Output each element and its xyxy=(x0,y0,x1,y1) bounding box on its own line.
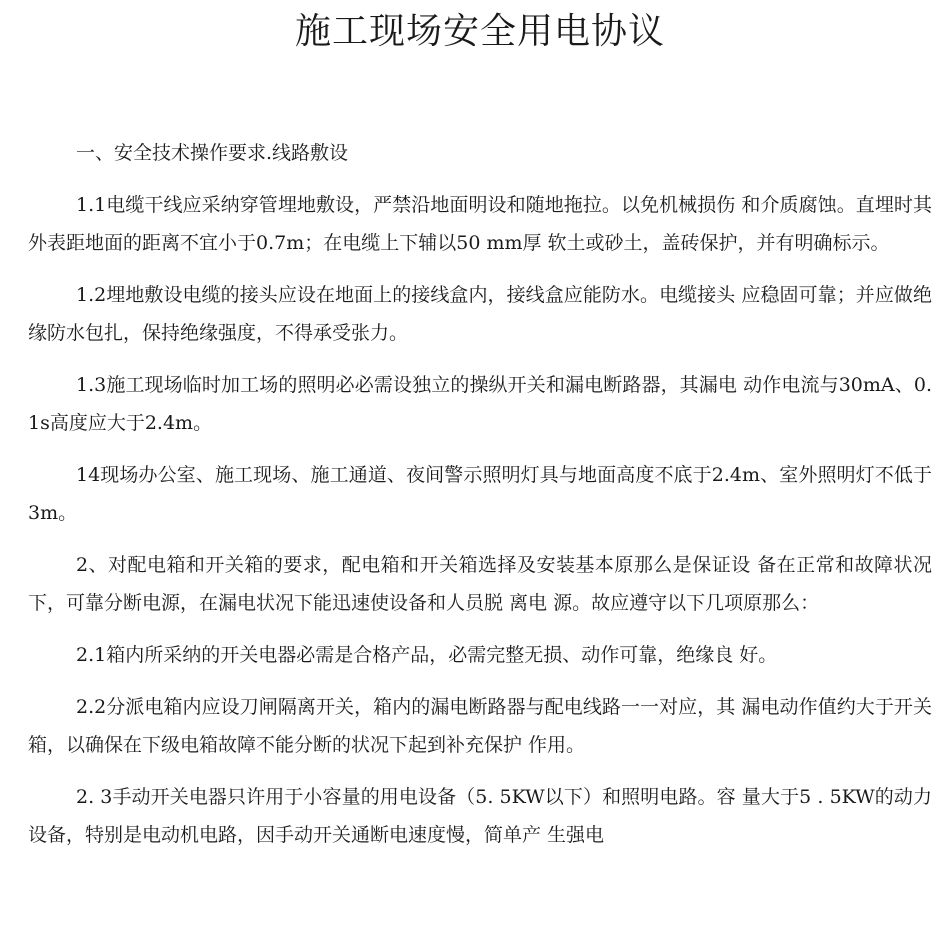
paragraph-1-2: 1.2埋地敷设电缆的接头应设在地面上的接线盒内，接线盒应能防水。电缆接头 应稳固可靠；并应做绝缘防水包扎，保持绝缘强度，不得承受张力。 xyxy=(28,284,932,344)
paragraph-1-1: 1.1电缆干线应采纳穿管埋地敷设，严禁沿地面明设和随地拖拉。以免机械损伤 和介质腐蚀。直埋时其外表距地面的距离不宜小于0.7m；在电缆上下辅以50 mm厚 软土或砂土，盖砖保护，并有明确标示。 xyxy=(28,194,932,254)
paragraph-2: 2、对配电箱和开关箱的要求，配电箱和开关箱选择及安装基本原那么是保证设 备在正常和故障状况下，可靠分断电源，在漏电状况下能迅速使设备和人员脱 离电 源。故应遵守以下几项原那么： xyxy=(28,554,932,614)
paragraph-1-3: 1.3施工现场临时加工场的照明必必需设独立的操纵开关和漏电断路器，其漏电 动作电流与30mA、0.1s高度应大于2.4m。 xyxy=(28,374,932,434)
paragraph-2-3: 2. 3手动开关电器只许用于小容量的用电设备（5. 5KW以下）和照明电路。容 量大于5 . 5KW的动力设备，特别是电动机电路，因手动开关通断电速度慢，简单产 生强电 xyxy=(28,786,932,846)
document-title: 施工现场安全用电协议 xyxy=(294,11,665,52)
paragraph-2-1: 2.1箱内所采纳的开关电器必需是合格产品，必需完整无损、动作可靠，绝缘良 好。 xyxy=(76,644,778,666)
paragraph-2-2: 2.2分派电箱内应设刀闸隔离开关，箱内的漏电断路器与配电线路一一对应，其 漏电动作值约大于开关箱，以确保在下级电箱故障不能分断的状况下起到补充保护 作用。 xyxy=(28,696,932,756)
paragraph-1-4: 14现场办公室、施工现场、施工通道、夜间警示照明灯具与地面高度不底于2.4m、室外照明灯不低于3m。 xyxy=(28,464,932,524)
section-heading: 一、安全技术操作要求.线路敷设 xyxy=(76,142,349,164)
